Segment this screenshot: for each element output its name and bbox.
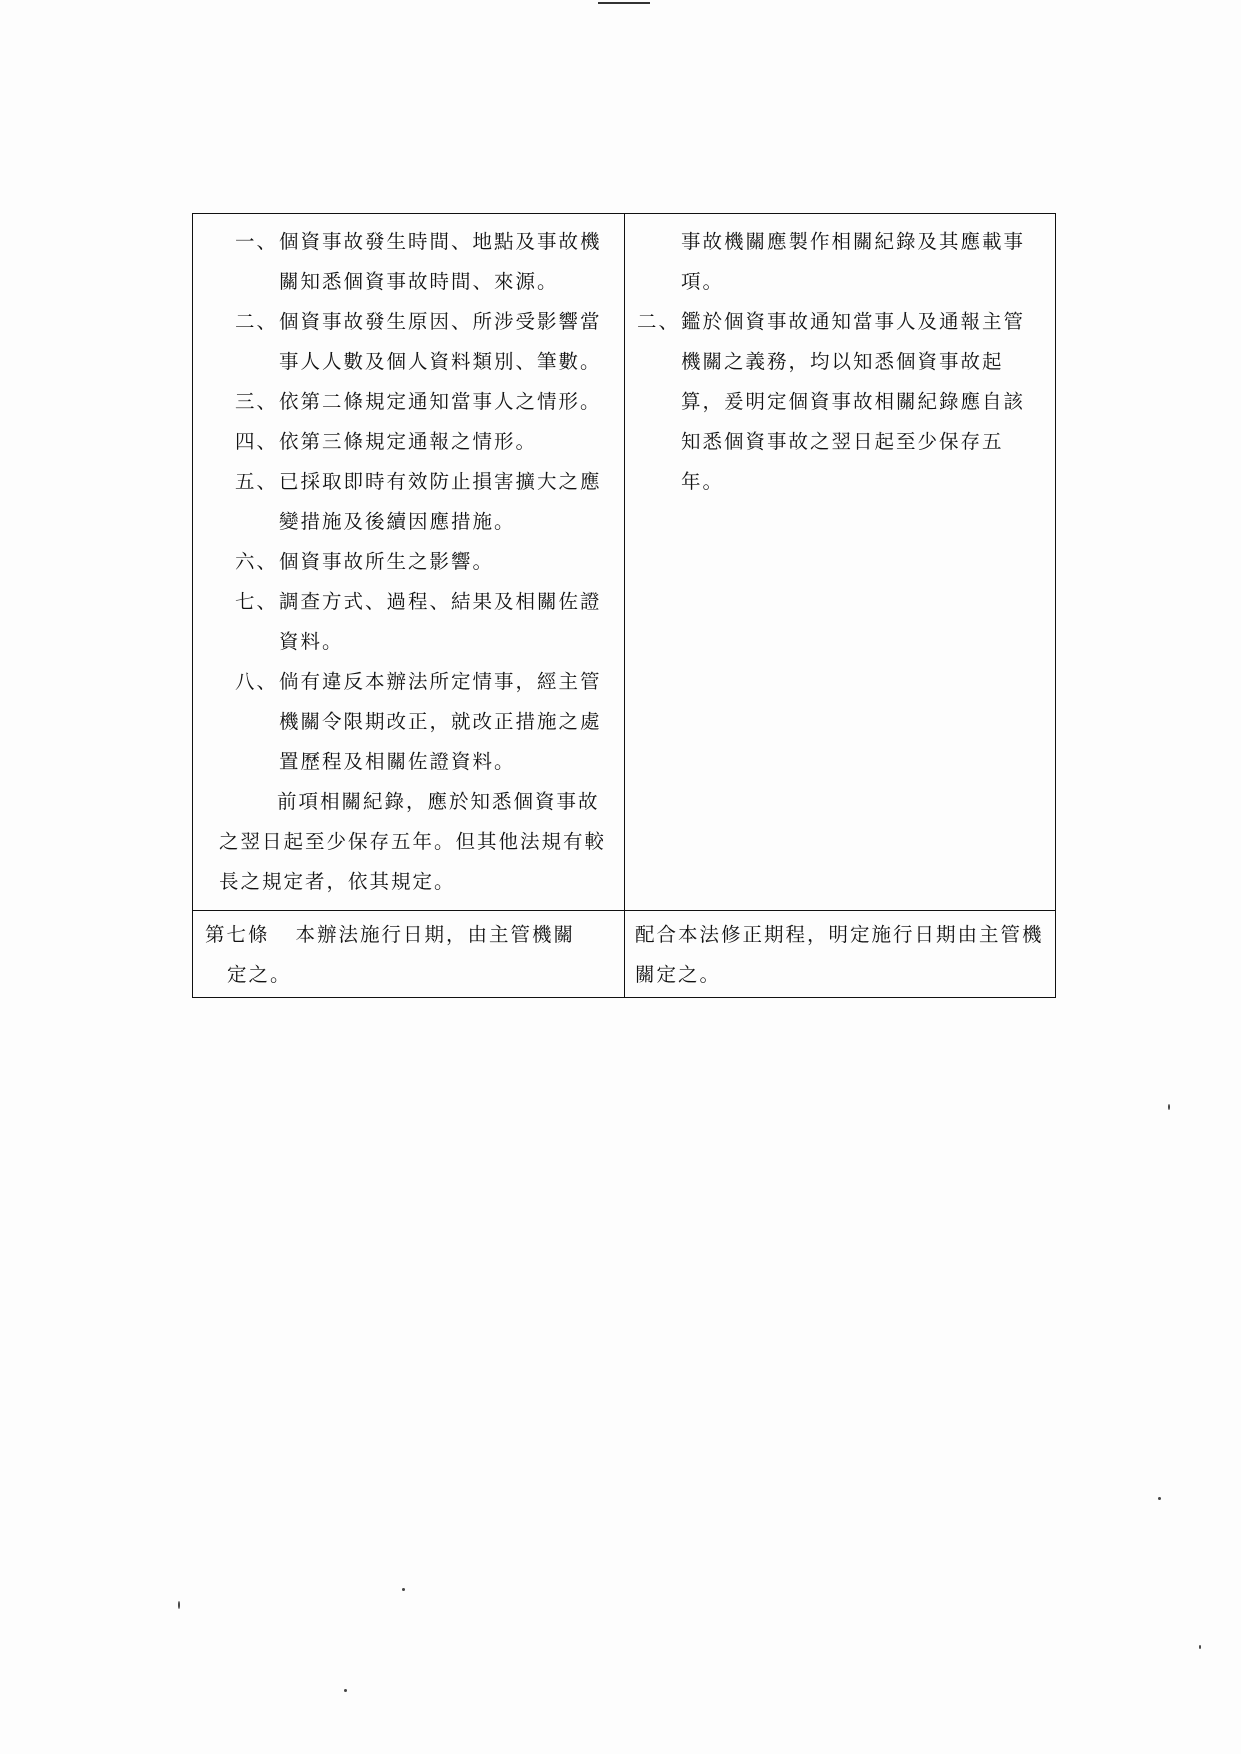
item-text: 個資事故發生原因、所涉受影響當事人人數及個人資料類別、筆數。 [279,310,602,373]
item-number: 六、 [235,550,279,573]
table-row [193,911,1056,998]
item-number: 四、 [235,430,279,453]
article-text: 本辦法施行日期，由主管機關 [295,923,576,946]
explanation-cell [625,214,1056,911]
article-explanation-cell [625,911,1056,998]
item-text: 鑑於個資事故通知當事人及通報主管機關之義務，均以知悉個資事故起算，爰明定個資事故相關紀錄應自該知悉個資事故之翌日起至少保存五年。 [681,310,1026,493]
list-item [205,662,614,782]
article-label: 第七條 [205,923,270,946]
item-number: 二、 [235,310,279,333]
item-text: 個資事故發生時間、地點及事故機關知悉個資事故時間、來源。 [279,230,602,293]
list-item [205,222,614,302]
item-number: 八、 [235,670,279,693]
item-text: 調查方式、過程、結果及相關佐證資料。 [279,590,602,653]
list-item [205,422,614,462]
scan-speck [402,1588,405,1591]
provision-text-cell [193,214,625,911]
list-item [637,302,1045,502]
item-text: 個資事故所生之影響。 [279,550,495,573]
article-cell [193,911,625,998]
list-item [205,302,614,382]
scan-speck [1199,1645,1201,1649]
closing-paragraph: 前項相關紀錄，應於知悉個資事故之翌日起至少保存五年。但其他法規有較長之規定者，依其規定。 [219,790,607,893]
article-seven [193,911,624,997]
item-text: 依第三條規定通報之情形。 [279,430,538,453]
list-item [205,582,614,662]
scan-speck [1168,1104,1170,1110]
list-item [205,382,614,422]
item-number: 七、 [235,590,279,613]
item-number: 五、 [235,470,279,493]
scan-speck [344,1689,347,1692]
article-explanation: 配合本法修正期程，明定施行日期由主管機關定之。 [635,923,1044,986]
table-row [193,214,1056,911]
item-text: 已採取即時有效防止損害擴大之應變措施及後續因應措施。 [279,470,602,533]
item-text: 依第二條規定通知當事人之情形。 [279,390,602,413]
scan-speck [1158,1497,1161,1500]
continuation-text: 事故機關應製作相關紀錄及其應載事項。 [681,230,1026,293]
list-item [205,462,614,542]
item-number: 一、 [235,230,279,253]
item-number: 二、 [637,310,681,333]
scan-speck [178,1601,180,1609]
article-text-continued: 定之。 [227,963,292,986]
item-number: 三、 [235,390,279,413]
explanation-text [625,214,1055,510]
comparison-table [192,213,1056,998]
list-item [205,542,614,582]
provision-text [193,214,624,910]
top-scan-mark [598,2,650,4]
item-text: 倘有違反本辦法所定情事，經主管機關令限期改正，就改正措施之處置歷程及相關佐證資料。 [279,670,602,773]
